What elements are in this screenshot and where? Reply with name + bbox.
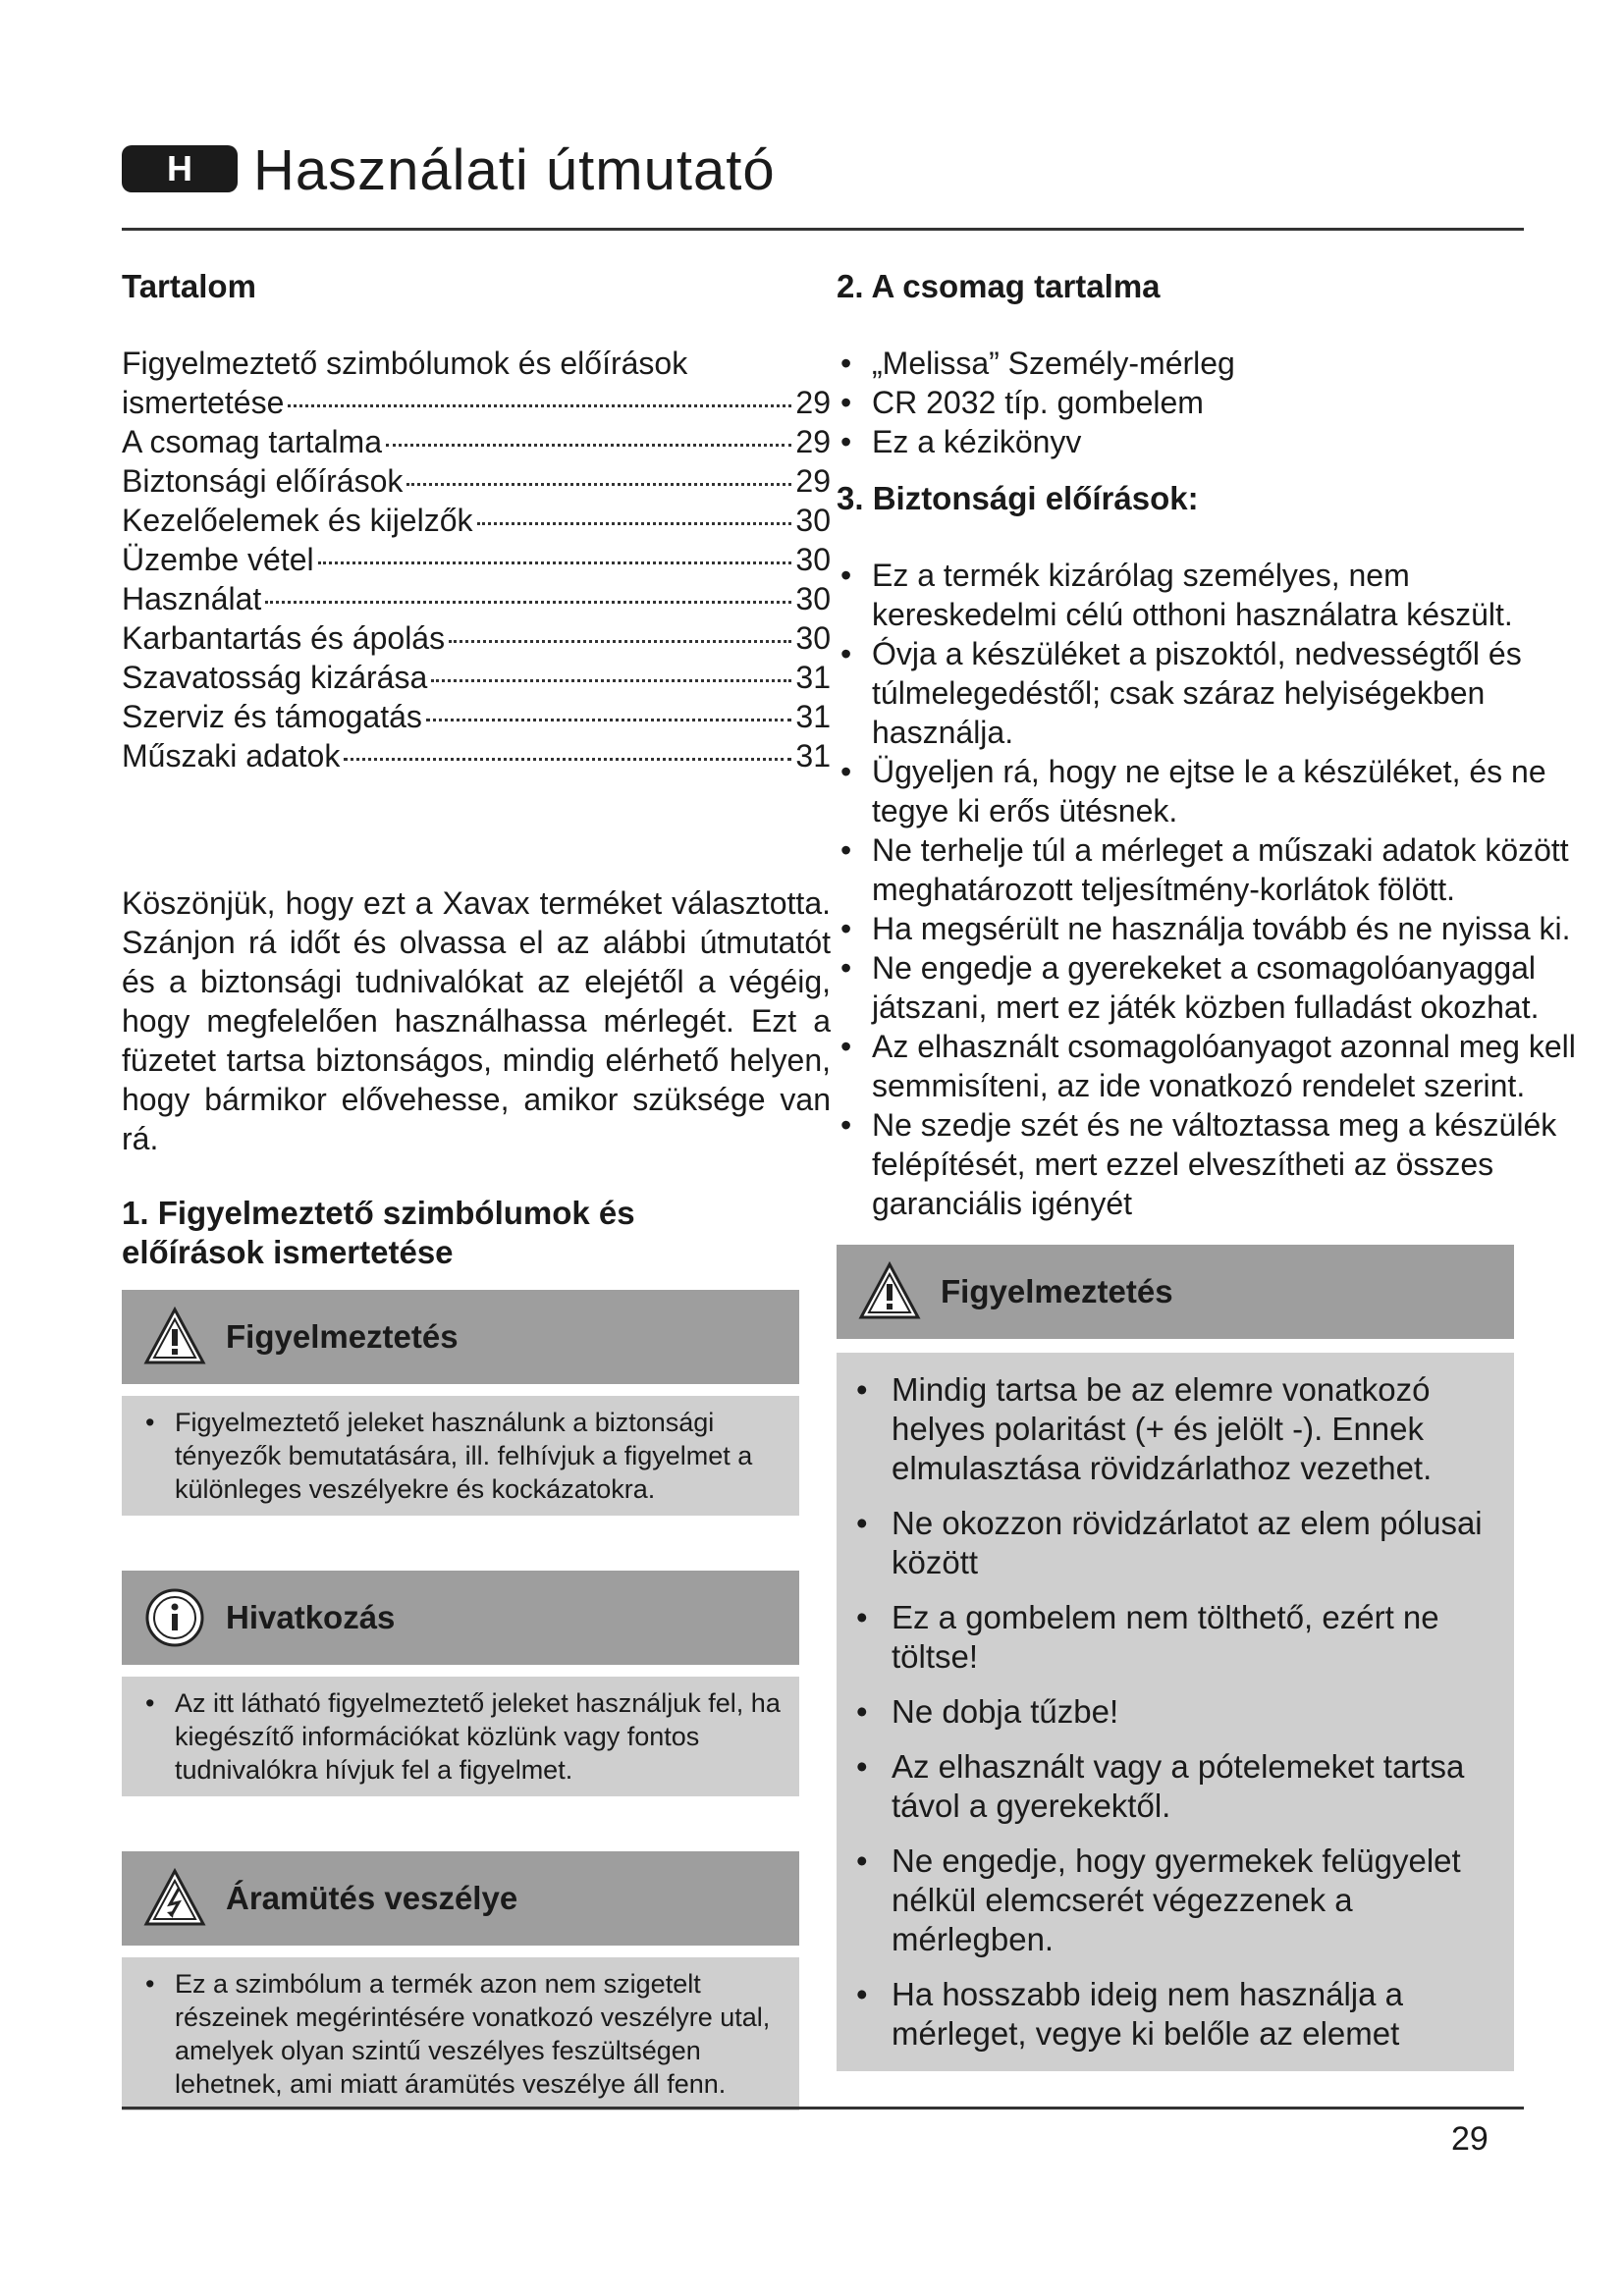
symbol-box-header: [122, 1851, 799, 1946]
toc-item: [122, 658, 831, 697]
toc-item-label: ismertetése: [122, 385, 285, 420]
battery-warning-item: • Mindig tartsa be az elemre vonatkozó helyes polaritást (+ és jelölt -). Ennek elmulasztása rövidzárlathoz vezethet.: [852, 1370, 1500, 1488]
page-title: Használati útmutató: [253, 138, 776, 202]
battery-warning-item: • Ne engedje, hogy gyermekek felügyelet nélkül elemcserét végezzenek a mérlegben.: [852, 1842, 1500, 1959]
safety-list: [837, 556, 1578, 1223]
battery-warning-item: • Ha hosszabb ideig nem használja a mérleget, vegye ki belőle az elemet: [852, 1975, 1500, 2054]
toc-item: [122, 422, 831, 461]
language-badge: H: [122, 145, 238, 192]
symbol-box: [122, 1290, 799, 1516]
battery-warning-item: • Az elhasznált vagy a pótelemeket tartsa távol a gyerekektől.: [852, 1747, 1500, 1826]
toc-leader-dots: [477, 522, 792, 525]
toc-first-line: Figyelmeztető szimbólumok és előírások: [122, 346, 688, 381]
section3-title: 3. Biztonsági előírások:: [837, 480, 1199, 516]
top-divider: [122, 228, 1524, 231]
symbol-box-title: Áramütés veszélye: [226, 1880, 518, 1916]
toc-leader-dots: [265, 601, 791, 604]
toc-title: Tartalom: [122, 268, 256, 304]
package-item: • CR 2032 típ. gombelem: [837, 383, 1585, 422]
toc-item: [122, 501, 831, 540]
symbol-box-header: [122, 1571, 799, 1665]
symbol-box-body: [122, 1396, 799, 1516]
toc-item-label: Szerviz és támogatás: [122, 699, 422, 734]
safety-item: • Az elhasznált csomagolóanyagot azonnal meg kell semmisíteni, az ide vonatkozó rendelet szerint.: [837, 1027, 1578, 1105]
info-circle-icon: [143, 1586, 206, 1649]
symbol-box: [122, 1571, 799, 1796]
package-contents-list: [837, 344, 1585, 461]
section2-title: 2. A csomag tartalma: [837, 268, 1161, 304]
electric-shock-icon: [143, 1867, 206, 1930]
bottom-divider: [122, 2107, 1524, 2109]
battery-warning-box: [837, 1245, 1514, 2071]
toc-item-label: A csomag tartalma: [122, 424, 382, 459]
toc-item-page: 30: [795, 620, 831, 656]
battery-warning-item: • Ne dobja tűzbe!: [852, 1692, 1500, 1732]
toc-list: [122, 383, 831, 775]
symbol-boxes: [122, 1290, 799, 2110]
warning-triangle-icon: [143, 1306, 206, 1368]
toc-leader-dots: [431, 679, 791, 682]
toc-item-label: Karbantartás és ápolás: [122, 620, 446, 656]
symbol-box-text: • Figyelmeztető jeleket használunk a biztonsági tényezők bemutatására, ill. felhívjuk a figyelmet a különleges veszélyekre és kockázatokra.: [141, 1406, 782, 1506]
section1-title: 1. Figyelmeztető szimbólumok és előírások ismertetése: [122, 1195, 635, 1270]
toc-item-page: 31: [795, 699, 831, 734]
toc-item: [122, 579, 831, 618]
toc-item-page: 29: [795, 424, 831, 459]
safety-item: • Ne terhelje túl a mérleget a műszaki adatok között meghatározott teljesítmény-korlátok fölött.: [837, 830, 1578, 909]
toc-item: [122, 540, 831, 579]
battery-warning-header: [837, 1245, 1514, 1339]
battery-warning-title: Figyelmeztetés: [941, 1273, 1173, 1309]
toc-item: [122, 697, 831, 736]
package-item: • „Melissa” Személy-mérleg: [837, 344, 1585, 383]
battery-warning-item: • Ez a gombelem nem tölthető, ezért ne töltse!: [852, 1598, 1500, 1677]
toc-item: [122, 736, 831, 775]
battery-warning-list: [852, 1370, 1500, 2054]
toc-item-label: Üzembe vétel: [122, 542, 314, 577]
toc-item-label: Biztonsági előírások: [122, 463, 404, 499]
toc-item-page: 29: [795, 385, 831, 420]
warning-triangle-icon: [858, 1260, 921, 1323]
left-column: [122, 267, 831, 2110]
safety-item: • Ez a termék kizárólag személyes, nem kereskedelmi célú otthoni használatra készült.: [837, 556, 1578, 634]
intro-paragraph: Köszönjük, hogy ezt a Xavax terméket választotta. Szánjon rá időt és olvassa el az alábbi útmutatót és a biztonsági tudnivalókat az elejétől a végéig, hogy megfelelően használhassa mérlegét. Ezt a füzetet tartsa biztonságos, mindig elérhető helyen, hogy bármikor elővehesse, amikor szüksége van rá.: [122, 885, 831, 1156]
toc-leader-dots: [406, 483, 791, 486]
toc-item: [122, 383, 831, 422]
battery-warning-body: [837, 1353, 1514, 2071]
symbol-box-title: Hivatkozás: [226, 1599, 396, 1635]
symbol-box: [122, 1851, 799, 2110]
toc-item-label: Szavatosság kizárása: [122, 660, 428, 695]
toc-leader-dots: [288, 404, 791, 407]
safety-item: • Ügyeljen rá, hogy ne ejtse le a készüléket, és ne tegye ki erős ütésnek.: [837, 752, 1578, 830]
toc-item-page: 30: [795, 503, 831, 538]
toc-item-page: 31: [795, 660, 831, 695]
symbol-box-body: [122, 1957, 799, 2110]
toc-item: [122, 461, 831, 501]
symbol-box-body: [122, 1677, 799, 1796]
toc-leader-dots: [318, 561, 792, 564]
toc-leader-dots: [386, 444, 791, 447]
toc-leader-dots: [449, 640, 791, 643]
toc-item-page: 30: [795, 581, 831, 616]
symbol-box-text: • Ez a szimbólum a termék azon nem szigetelt részeinek megérintésére vonatkozó veszélyre utal, amelyek olyan szintű veszélyes feszültségen lehetnek, ami miatt áramütés veszélye áll fenn.: [141, 1967, 782, 2101]
toc-leader-dots: [426, 719, 792, 721]
safety-item: • Óvja a készüléket a piszoktól, nedvességtől és túlmelegedéstől; csak száraz helyiségekben használja.: [837, 634, 1578, 752]
toc-item-label: Használat: [122, 581, 262, 616]
toc-item-label: Kezelőelemek és kijelzők: [122, 503, 473, 538]
symbol-box-text: • Az itt látható figyelmeztető jeleket használjuk fel, ha kiegészítő információkat közlünk vagy fontos tudnivalókra hívjuk fel a figyelmet.: [141, 1686, 782, 1787]
safety-item: • Ha megsérült ne használja tovább és ne nyissa ki.: [837, 909, 1578, 948]
toc-leader-dots: [344, 758, 791, 761]
toc-item-label: Műszaki adatok: [122, 738, 341, 774]
safety-item: • Ne engedje a gyerekeket a csomagolóanyaggal játszani, mert ez játék közben fulladást okozhat.: [837, 948, 1578, 1027]
safety-item: • Ne szedje szét és ne változtassa meg a készülék felépítését, mert ezzel elveszítheti az összes garanciális igényét: [837, 1105, 1578, 1223]
symbol-box-title: Figyelmeztetés: [226, 1318, 459, 1355]
battery-warning-item: • Ne okozzon rövidzárlatot az elem pólusai között: [852, 1504, 1500, 1582]
page-number: 29: [1451, 2120, 1489, 2158]
toc-item-page: 29: [795, 463, 831, 499]
toc-item-page: 30: [795, 542, 831, 577]
right-column: [837, 267, 1585, 2071]
toc-item: [122, 618, 831, 658]
symbol-box-header: [122, 1290, 799, 1384]
package-item: • Ez a kézikönyv: [837, 422, 1585, 461]
toc-item-page: 31: [795, 738, 831, 774]
